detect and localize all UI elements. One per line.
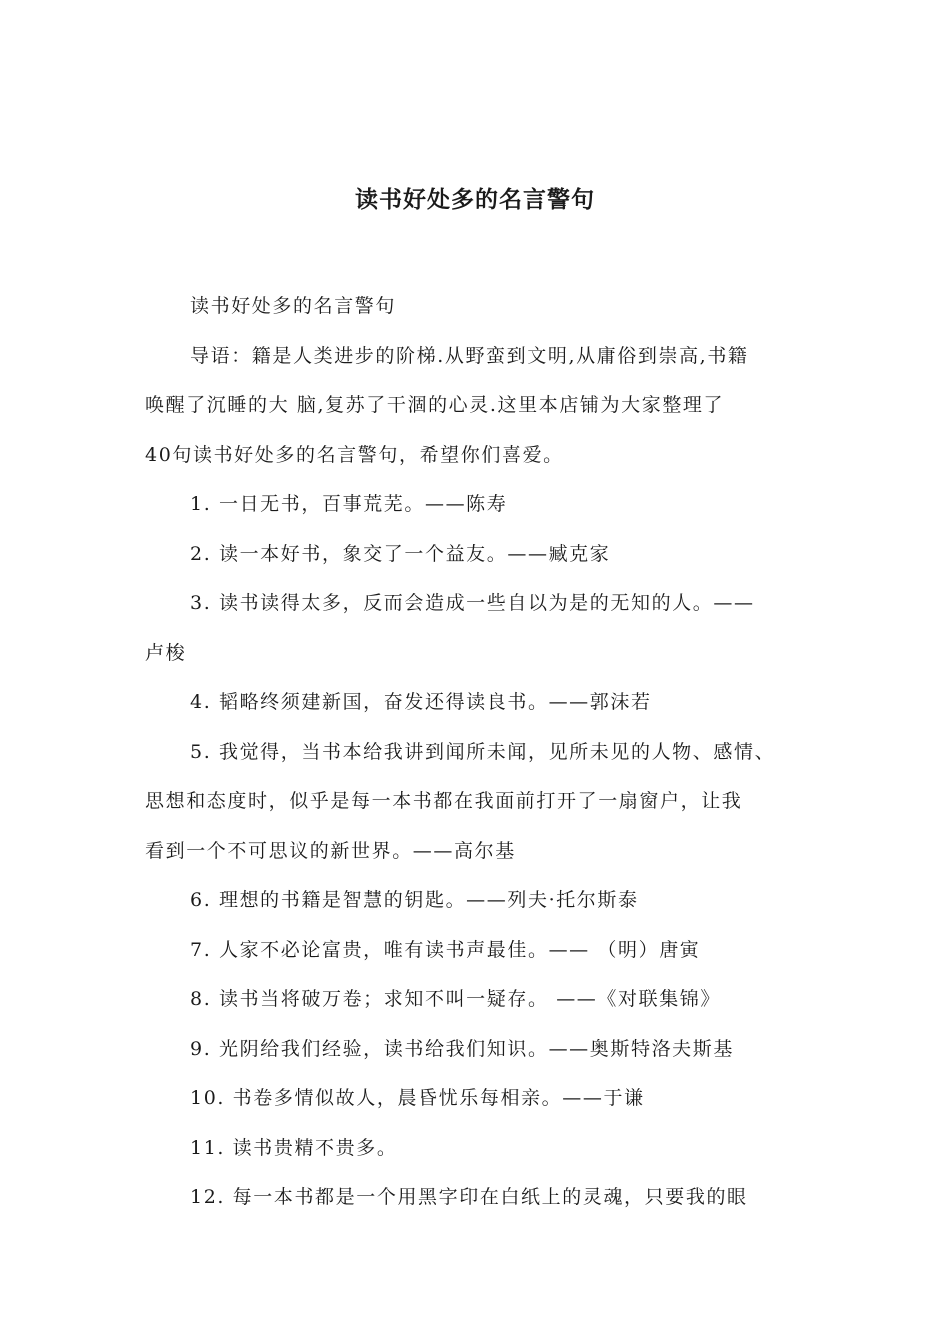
list-item: 4. 韬略终须建新国，奋发还得读良书。——郭沫若 bbox=[190, 691, 652, 713]
list-item: 12. 每一本书都是一个用黑字印在白纸上的灵魂，只要我的眼 bbox=[190, 1186, 748, 1208]
text-line: 卢梭 bbox=[145, 641, 187, 664]
list-item: 8. 读书当将破万卷；求知不叫一疑存。 ——《对联集锦》 bbox=[190, 988, 722, 1010]
list-item: 6. 理想的书籍是智慧的钥匙。——列夫·托尔斯泰 bbox=[190, 889, 639, 911]
list-item: 5. 我觉得，当书本给我讲到闻所未闻，见所未见的人物、感情、 bbox=[190, 740, 776, 763]
list-item: 3. 读书读得太多，反而会造成一些自以为是的无知的人。—— bbox=[190, 592, 755, 614]
text-line: 唤醒了沉睡的大 脑,复苏了干涸的心灵.这里本店铺为大家整理了 bbox=[145, 394, 725, 416]
list-item: 1. 一日无书，百事荒芜。——陈寿 bbox=[190, 493, 508, 515]
text-line: 读书好处多的名言警句 bbox=[190, 295, 397, 317]
text-line: 思想和态度时，似乎是每一本书都在我面前打开了一扇窗户，让我 bbox=[145, 790, 743, 812]
page-title: 读书好处多的名言警句 bbox=[355, 187, 595, 213]
list-item: 2. 读一本好书，象交了一个益友。——臧克家 bbox=[190, 542, 611, 565]
text-line: 看到一个不可思议的新世界。——高尔基 bbox=[145, 839, 516, 862]
text-line: 导语：籍是人类进步的阶梯.从野蛮到文明,从庸俗到崇高,书籍 bbox=[190, 344, 749, 367]
list-item: 11. 读书贵精不贵多。 bbox=[190, 1136, 398, 1159]
text-line: 40句读书好处多的名言警句，希望你们喜爱。 bbox=[145, 443, 564, 466]
list-item: 9. 光阴给我们经验，读书给我们知识。——奥斯特洛夫斯基 bbox=[190, 1037, 734, 1060]
list-item: 7. 人家不必论富贵，唯有读书声最佳。—— （明）唐寅 bbox=[190, 938, 701, 961]
document-body bbox=[145, 282, 825, 1223]
list-item: 10. 书卷多情似故人，晨昏忧乐每相亲。——于谦 bbox=[190, 1087, 645, 1109]
